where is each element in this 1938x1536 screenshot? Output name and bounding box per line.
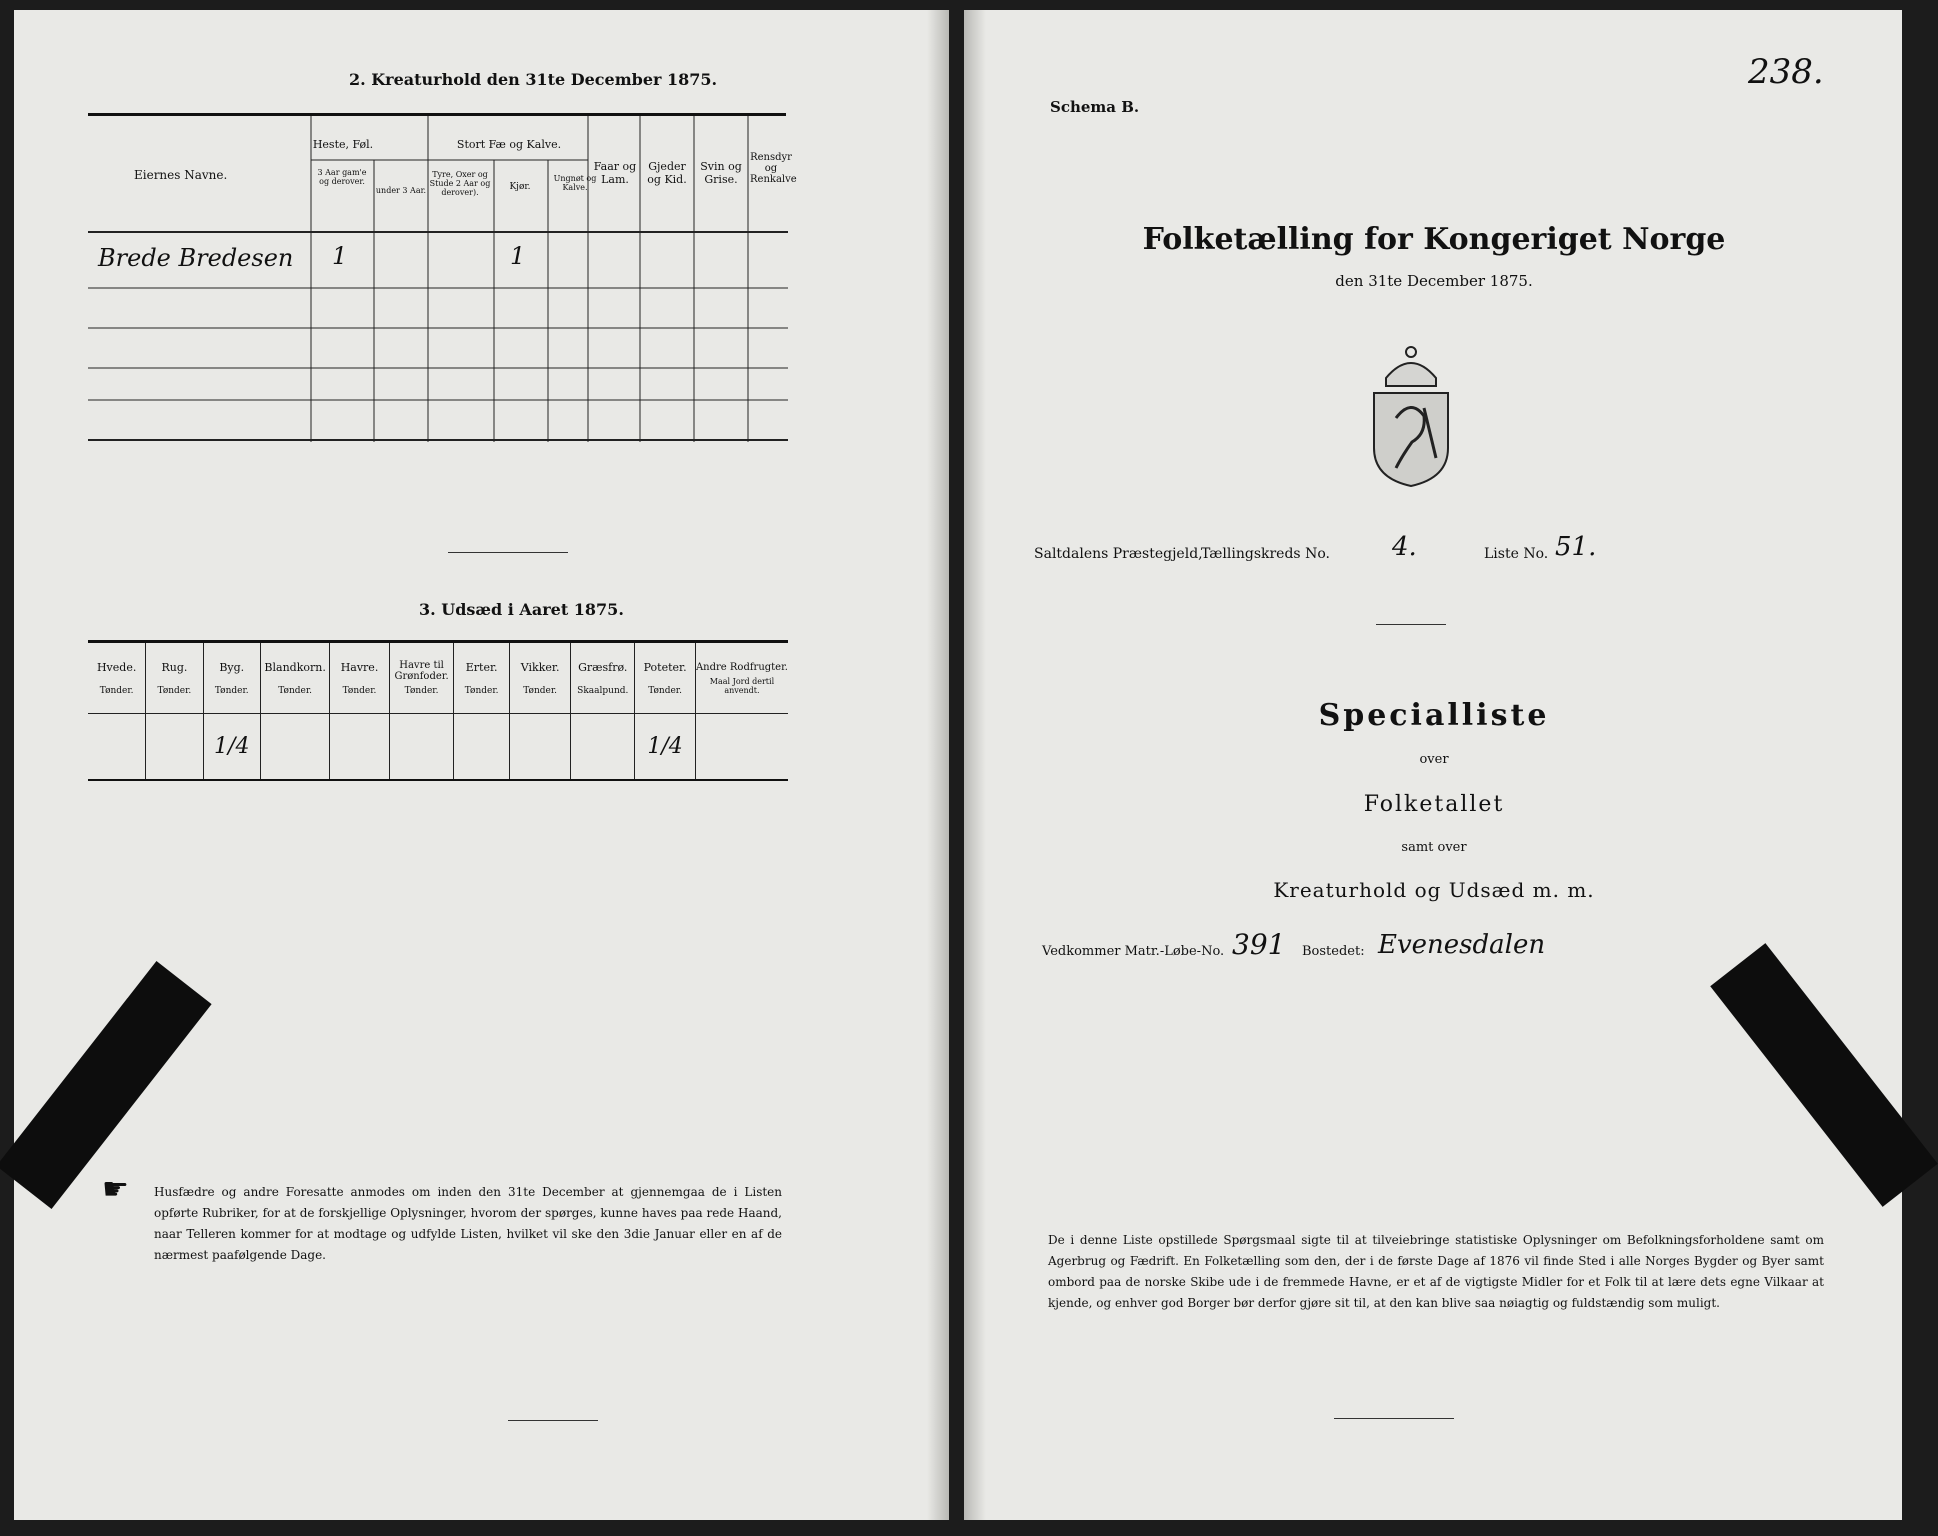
seed-col-vikker: Vikker. — [520, 660, 560, 674]
seed-col-rug: Rug. — [161, 660, 188, 674]
col-reindeer: Rensdyr og Renkalve — [750, 152, 797, 185]
cattle-sub-c: Ungnøt og Kalve. — [553, 174, 597, 192]
seed-title: 3. Udsæd i Aaret 1875. — [419, 600, 624, 619]
seed-col-erter: Erter. — [465, 660, 498, 674]
seed-value — [695, 714, 788, 780]
seed-value — [261, 714, 330, 780]
col-pigs: Svin og Grise. — [700, 160, 742, 186]
divider — [1334, 1418, 1454, 1419]
seed-unit: Tønder. — [523, 685, 557, 696]
horses-count: 1 — [332, 242, 348, 270]
district-label: Tællingskreds No. — [1201, 546, 1330, 562]
list-number: 51. — [1555, 532, 1597, 562]
schema-label: Schema B. — [1050, 98, 1140, 116]
parish-label: Saltdalens Præstegjeld, — [1034, 546, 1203, 562]
samt-over-label: samt over — [1401, 840, 1467, 855]
owner-name: Brede Bredesen — [98, 244, 294, 272]
left-page — [14, 10, 949, 1520]
horses-sub-a: 3 Aar gam'e og derover. — [317, 168, 367, 186]
seed-value — [146, 714, 203, 780]
seed-value — [330, 714, 390, 780]
notice-text: Husfædre og andre Foresatte anmodes om inden den 31te December at gjennemgaa de i Listen opførte Rubriker, for at de forskjellige Oplysninger, hvorom der spørges, kunne haves paa rede Haand, naar Telleren kommer for at modtage og udfylde Listen, hvilket vil ske den 3die Januar eller en af de nærmest paafølgende Dage. — [154, 1185, 782, 1262]
cattle-group-header: Stort Fæ og Kalve. — [456, 138, 562, 151]
divider — [508, 1420, 598, 1421]
district-number: 4. — [1392, 532, 1417, 562]
cattle-sub-b: Kjør. — [509, 182, 531, 192]
horses-sub-b: under 3 Aar. — [375, 186, 427, 195]
seed-unit: Tønder. — [648, 685, 682, 696]
seed-unit: Skaalpund. — [577, 685, 629, 696]
seed-value — [454, 714, 510, 780]
livestock-title: 2. Kreaturhold den 31te December 1875. — [349, 70, 718, 89]
seed-unit: Tønder. — [278, 685, 313, 696]
seed-unit: Maal Jord dertil anvendt. — [709, 676, 775, 695]
seed-unit: Tønder. — [464, 685, 499, 696]
fold-shadow — [964, 10, 986, 1520]
specialliste-heading: Specialliste — [1318, 698, 1550, 733]
page-number: 238. — [1748, 52, 1824, 92]
seed-value-byg: 1/4 — [203, 714, 261, 780]
over-label: over — [1419, 752, 1449, 767]
col-owner-header: Eiernes Navne. — [134, 168, 228, 182]
seed-col-havre-gronfoder: Havre til Grønfoder. — [394, 660, 449, 682]
seed-value — [88, 714, 146, 780]
seed-table — [88, 640, 788, 781]
col-goats: Gjeder og Kid. — [647, 160, 687, 186]
main-title: Folketælling for Kongeriget Norge — [1142, 222, 1726, 257]
right-page — [964, 10, 1902, 1520]
seed-header-row — [88, 642, 788, 714]
seed-col-havre: Havre. — [340, 660, 379, 674]
fold-shadow — [927, 10, 949, 1520]
divider — [448, 552, 568, 553]
matr-label: Vedkommer Matr.-Løbe-No. — [1042, 944, 1225, 959]
seed-unit: Tønder. — [342, 685, 377, 696]
col-sheep: Faar og Lam. — [593, 160, 637, 186]
seed-col-andre: Andre Rodfrugter. — [695, 661, 788, 673]
seed-col-blandkorn: Blandkorn. — [264, 660, 326, 674]
seed-unit: Tønder. — [404, 686, 439, 696]
cows-count: 1 — [510, 242, 526, 270]
tape-strip — [1710, 943, 1938, 1207]
seed-value — [509, 714, 570, 780]
seed-col-byg: Byg. — [219, 660, 245, 674]
coat-of-arms-icon — [1366, 338, 1456, 488]
seed-value — [389, 714, 454, 780]
divider — [1376, 624, 1446, 625]
bosted-label: Bostedet: — [1302, 944, 1365, 959]
census-date: den 31te December 1875. — [1335, 272, 1533, 290]
seed-col-graesfro: Græsfrø. — [578, 660, 628, 674]
seed-col-poteter: Poteter. — [643, 660, 687, 674]
matr-number: 391 — [1232, 928, 1286, 961]
cattle-sub-a: Tyre, Oxer og Stude 2 Aar og derover). — [429, 170, 491, 197]
seed-unit: Tønder. — [99, 685, 134, 696]
seed-value — [571, 714, 635, 780]
list-label: Liste No. — [1484, 546, 1549, 562]
folketallet-heading: Folketallet — [1363, 792, 1505, 817]
pointing-hand-icon: ☛ — [102, 1172, 129, 1207]
seed-unit: Tønder. — [157, 685, 192, 696]
seed-data-row — [88, 714, 788, 780]
kreaturhold-heading: Kreaturhold og Udsæd m. m. — [1273, 878, 1595, 902]
info-paragraph: De i denne Liste opstillede Spørgsmaal sigte til at tilveiebringe statistiske Oplysninger om Befolkningsforholdene samt om Agerbrug og Fædrift. En Folketælling som den, der i de første Dage af 1876 vil finde Sted i alle Norges Bygder og Byer samt ombord paa de norske Skibe ude i de fremmede Havne, er et af de vigtigste Midler for et Folk til at lære dets egne Vilkaar at kjende, og enhver god Borger bør derfor gjøre sit til, at den kan blive saa nøiagtig og fuldstændig som muligt. — [1048, 1233, 1824, 1310]
seed-value-poteter: 1/4 — [635, 714, 696, 780]
seed-unit: Tønder. — [214, 685, 249, 696]
horses-group-header: Heste, Føl. — [312, 138, 374, 151]
bosted-value: Evenesdalen — [1378, 930, 1546, 960]
seed-col-hvede: Hvede. — [96, 660, 137, 674]
